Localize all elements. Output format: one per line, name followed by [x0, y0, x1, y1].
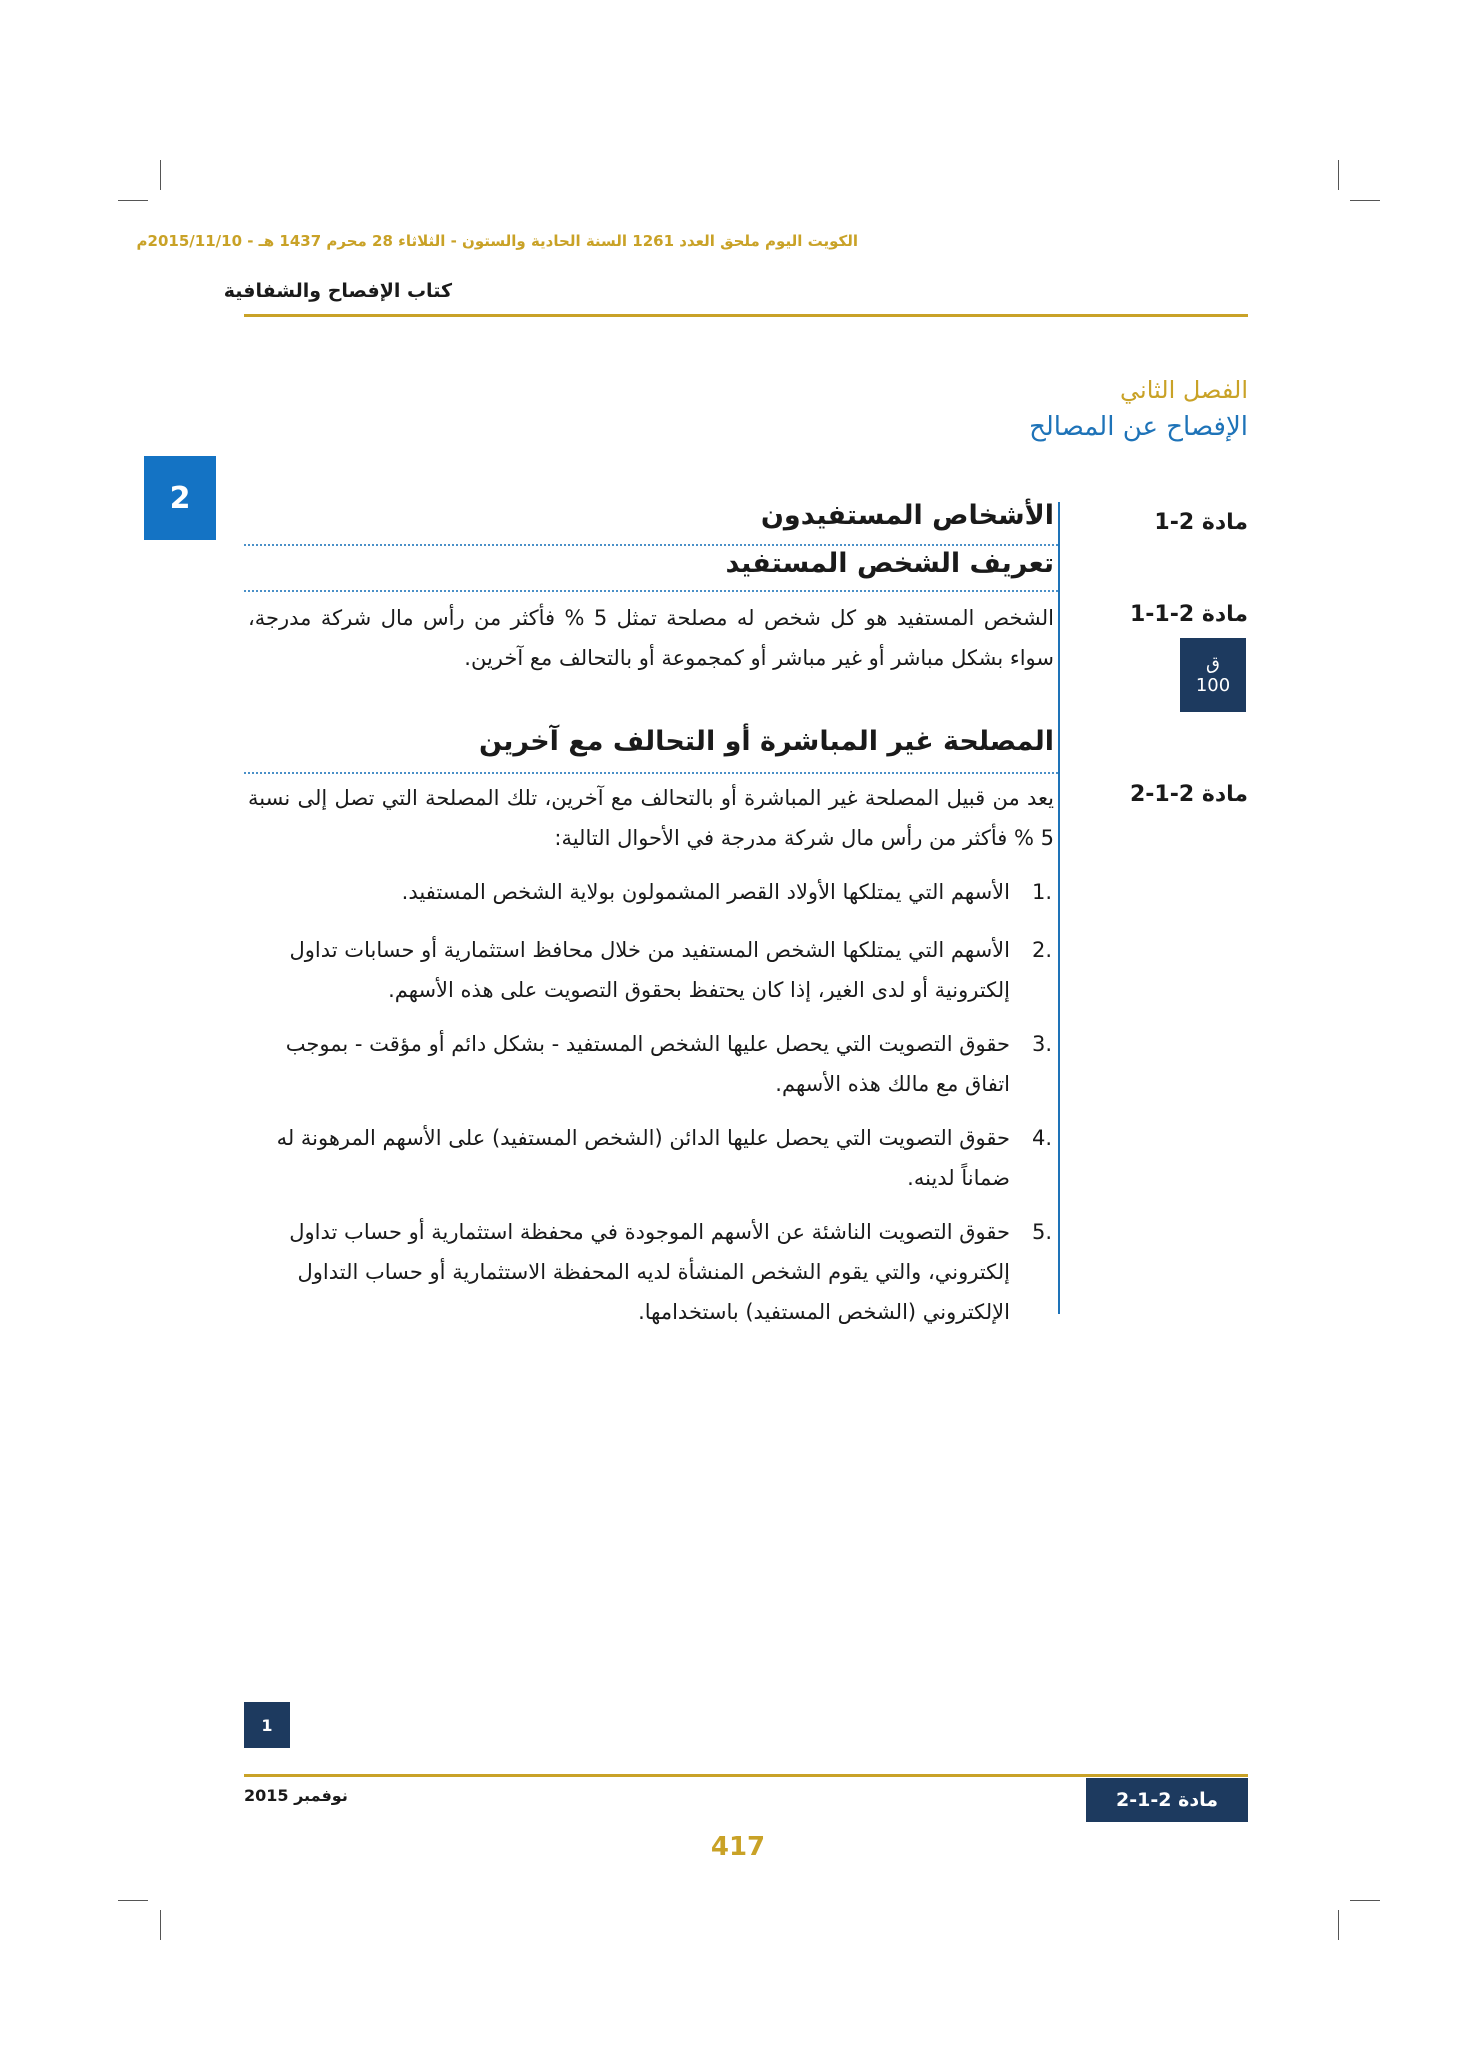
crop-mark — [1350, 200, 1380, 201]
list-number: 2. — [1031, 938, 1052, 962]
reference-number: 100 — [1195, 675, 1231, 696]
crop-mark — [160, 1910, 161, 1940]
article-text: الشخص المستفيد هو كل شخص له مصلحة تمثل 5 % فأكثر من رأس مال شركة مدرجة، سواء بشكل مباشر أو غير مباشر أو كمجموعة أو بالتحالف مع آخرين. — [248, 606, 1054, 670]
article-label: مادة 2-1 — [1154, 510, 1248, 535]
crop-mark — [118, 1900, 148, 1901]
list-text: حقوق التصويت التي يحصل عليها الشخص المستفيد - بشكل دائم أو مؤقت - بموجب اتفاق مع مالك هذه الأسهم. — [285, 1032, 1010, 1096]
dotted-rule — [244, 544, 1058, 546]
gazette-line: الكويت اليوم ملحق العدد 1261 السنة الحادية والستون - الثلاثاء 28 محرم 1437 هـ - 2015/11/10م — [136, 232, 858, 250]
list-number: 5. — [1031, 1220, 1052, 1244]
page-number: 417 — [710, 1832, 766, 1862]
crop-mark — [1350, 1900, 1380, 1901]
chapter-tab: 2 — [144, 456, 216, 540]
list-number: 4. — [1031, 1126, 1052, 1150]
crop-mark — [1338, 160, 1339, 190]
article-label: مادة 2-1-2 — [1129, 782, 1248, 807]
list-item — [248, 930, 1052, 1010]
reference-box — [1180, 638, 1246, 712]
crop-mark — [1338, 1910, 1339, 1940]
book-title: كتاب الإفصاح والشفافية — [223, 280, 452, 302]
crop-mark — [118, 200, 148, 201]
footer-article-ref: مادة 2-1-2 — [1086, 1778, 1248, 1822]
list-text: الأسهم التي يمتلكها الأولاد القصر المشمولون بولاية الشخص المستفيد. — [401, 880, 1010, 904]
reference-label: ق — [1206, 653, 1220, 674]
list-item — [248, 1118, 1052, 1198]
article-intro: يعد من قبيل المصلحة غير المباشرة أو بالتحالف مع آخرين، تلك المصلحة التي تصل إلى نسبة 5 % فأكثر من رأس مال شركة مدرجة في الأحوال التالية: — [248, 786, 1054, 850]
dotted-rule — [244, 772, 1058, 774]
article-heading: الأشخاص المستفيدون — [760, 500, 1054, 531]
article-heading: المصلحة غير المباشرة أو التحالف مع آخرين — [478, 726, 1054, 757]
chapter-subtitle: الإفصاح عن المصالح — [1029, 412, 1248, 442]
footer-date: نوفمبر 2015 — [244, 1786, 348, 1805]
chapter-title: الفصل الثاني — [1120, 376, 1248, 404]
list-item — [248, 1024, 1052, 1104]
dotted-rule — [244, 590, 1058, 592]
list-number: 3. — [1031, 1032, 1052, 1056]
page-box: 1 — [244, 1702, 290, 1748]
list-text: حقوق التصويت الناشئة عن الأسهم الموجودة في محفظة استثمارية أو حساب تداول إلكتروني، والتي يقوم الشخص المنشأة لديه المحفظة الاستثمارية أو حساب التداول الإلكتروني (الشخص المستفيد) باستخدامها. — [289, 1220, 1010, 1324]
article-divider — [1058, 502, 1060, 1314]
article-label: مادة 2-1-1 — [1129, 602, 1248, 627]
list-item — [248, 1212, 1052, 1332]
list-number: 1. — [1031, 880, 1052, 904]
list-text: حقوق التصويت التي يحصل عليها الدائن (الشخص المستفيد) على الأسهم المرهونة له ضماناً لدينه. — [276, 1126, 1010, 1190]
footer-rule — [244, 1774, 1248, 1777]
header-rule — [244, 314, 1248, 317]
list-item — [248, 872, 1052, 912]
article-subheading: تعريف الشخص المستفيد — [725, 548, 1054, 579]
crop-mark — [160, 160, 161, 190]
list-text: الأسهم التي يمتلكها الشخص المستفيد من خلال محافظ استثمارية أو حسابات تداول إلكترونية أو لدى الغير، إذا كان يحتفظ بحقوق التصويت على هذه الأسهم. — [289, 938, 1010, 1002]
